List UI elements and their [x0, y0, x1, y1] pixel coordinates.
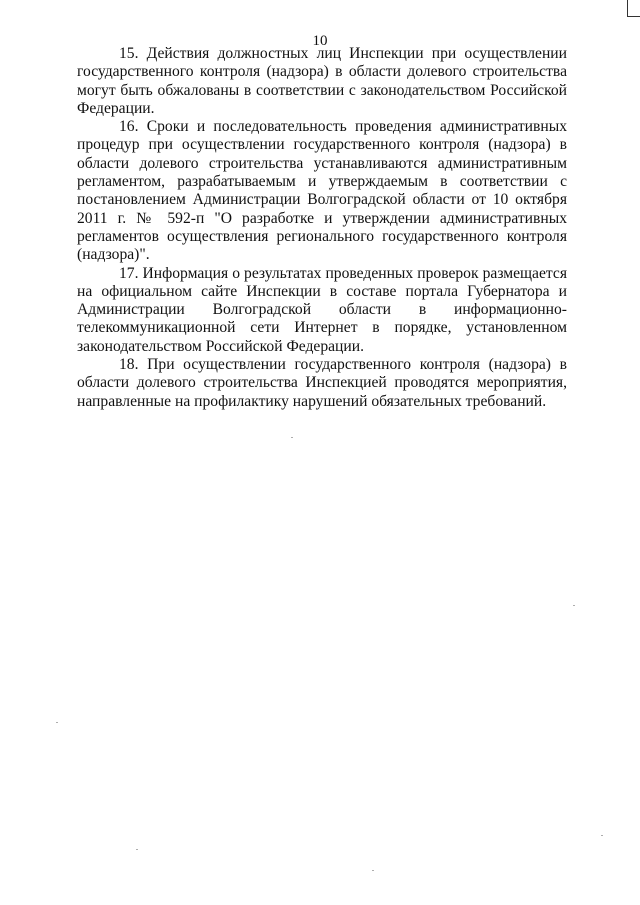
- scan-speck: [56, 722, 58, 723]
- scan-speck: [573, 605, 575, 606]
- scan-speck: [291, 437, 293, 438]
- paragraph-15: 15. Действия должностных лиц Инспекции при осуществлении государственного контроля (надзора) в области долевого строительства могут быть обжалованы в соответствии с законодательством Российской Федерации.: [77, 45, 567, 117]
- page-number: 10: [312, 33, 328, 49]
- scan-speck: [601, 835, 603, 836]
- scan-speck: [372, 870, 374, 871]
- paragraph-16: 16. Сроки и последовательность проведения административных процедур при осуществлении государственного контроля (надзора) в области долевого строительства устанавливаются административным регламентом, разрабатываемым и утверждаемым в соответствии с постановлением Администрации Волгоградской области от 10 октября 2011 г. № 592-п "О разработке и утверждении административных регламентов осуществления регионального государственного контроля (надзора)".: [77, 118, 567, 264]
- scan-speck: [136, 849, 138, 850]
- paragraph-17: 17. Информация о результатах проведенных проверок размещается на официальном сайте Инспекции в составе портала Губернатора и Администрации Волгоградской области в информационно-телекоммуникационной сети Интернет в порядке, установленном законодательством Российской Федерации.: [77, 264, 567, 355]
- paragraph-18: 18. При осуществлении государственного контроля (надзора) в области долевого строительства Инспекцией проводятся мероприятия, направленные на профилактику нарушений обязательных требований.: [77, 356, 567, 410]
- corner-mark: [627, 0, 640, 17]
- document-body: [77, 45, 567, 411]
